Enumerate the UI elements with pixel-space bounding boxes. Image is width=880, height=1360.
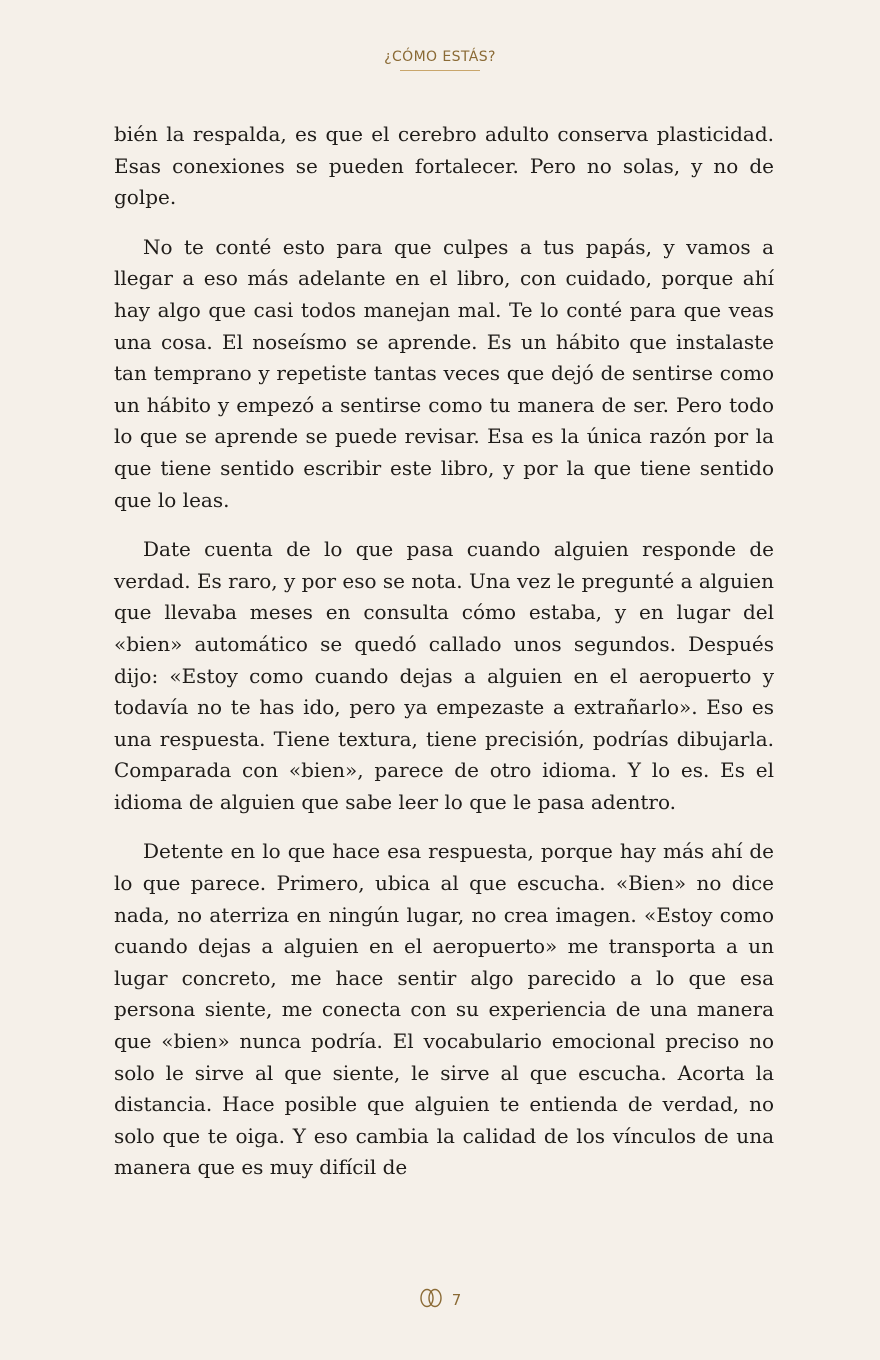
- paragraph: No te conté esto para que culpes a tus papás, y vamos a llegar a eso más adelante en el libro, con cuidado, porque ahí hay algo que casi todos manejan mal. Te lo conté para que veas una cosa. El noseísmo se aprende. Es un hábito que instalaste tan temprano y repetiste tantas veces que dejó de sentirse como un hábito y empezó a sentirse como tu manera de ser. Pero todo lo que se aprende se puede revisar. Esa es la única razón por la que tiene sentido escribir este libro, y por la que tiene sentido que lo leas.: [114, 234, 774, 512]
- body-text: [114, 119, 774, 1202]
- page-footer: [0, 1288, 880, 1312]
- header-rule: [400, 70, 480, 71]
- paragraph: Date cuenta de lo que pasa cuando alguien responde de verdad. Es raro, y por eso se nota. Una vez le pregunté a alguien que llevaba meses en consulta cómo estaba, y en lugar del «bien» automático se quedó callado unos segundos. Después dijo: «Estoy como cuando dejas a alguien en el aeropuerto y todavía no te has ido, pero ya empezaste a extrañarlo». Eso es una respuesta. Tiene textura, tiene precisión, podrías dibujarla. Comparada con «bien», parece de otro idioma. Y lo es. Es el idioma de alguien que sabe leer lo que le pasa adentro.: [114, 537, 774, 814]
- double-oval-ornament-icon: [419, 1288, 443, 1312]
- page-number: 7: [451, 1291, 462, 1309]
- paragraph-continuation: bién la respalda, es que el cerebro adulto conserva plasticidad. Esas conexiones se pueden fortalecer. Pero no solas, y no de golpe.: [114, 122, 774, 210]
- paragraph: Detente en lo que hace esa respuesta, porque hay más ahí de lo que parece. Primero, ubica al que escucha. «Bien» no dice nada, no aterriza en ningún lugar, no crea imagen. «Estoy como cuando dejas a alguien en el aeropuerto» me transporta a un lugar concreto, me hace sentir algo parecido a lo que esa persona siente, me conecta con su experiencia de una manera que «bien» nunca podría. El vocabulario emocional preciso no solo le sirve al que siente, le sirve al que escucha. Acorta la distancia. Hace posible que alguien te entienda de verdad, no solo que te oiga. Y eso cambia la calidad de los vínculos de una manera que es muy difícil de: [114, 839, 774, 1180]
- running-title: ¿CÓMO ESTÁS?: [384, 49, 496, 65]
- running-header: [0, 46, 880, 71]
